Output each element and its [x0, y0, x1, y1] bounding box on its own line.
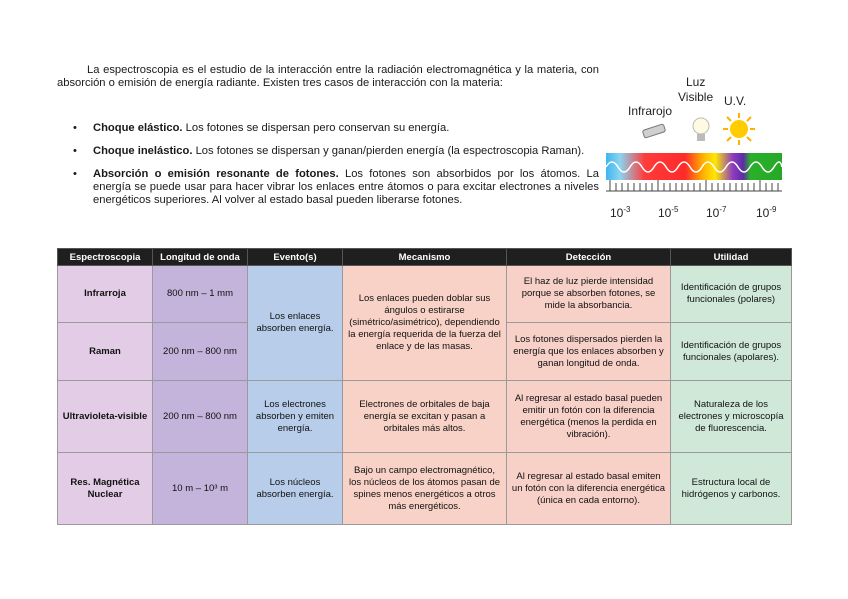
cell-utility: Estructura local de hidrógenos y carbonos. [671, 453, 792, 525]
list-item [57, 122, 599, 135]
exponent-label: $10^{-9}$ [756, 205, 777, 220]
exponent-label: $10^{-3}$ [610, 205, 631, 220]
column-header: Longitud de onda [153, 249, 248, 266]
column-header: Utilidad [671, 249, 792, 266]
infrared-label: Infrarojo [628, 104, 673, 118]
cell-mechanism: Bajo un campo electromagnético, los núcleos de los átomos pasan de spines menos energéticos a otros más energéticos. [343, 453, 507, 525]
sun-icon [722, 112, 756, 146]
bullet-title: Choque inelástico. [93, 145, 193, 157]
cell-utility: Identificación de grupos funcionales (apolares). [671, 323, 792, 381]
spectrum-bar [606, 153, 782, 180]
bullet-text: Los fotones se dispersan pero conservan su energía. [182, 122, 450, 134]
cell-wavelength: 200 nm – 800 nm [153, 323, 248, 381]
cell-event: Los electrones absorben y emiten energía. [248, 381, 343, 453]
wave-line [606, 153, 782, 180]
cell-event: Los núcleos absorben energía. [248, 453, 343, 525]
exponent-label: $10^{-5}$ [658, 205, 679, 220]
bullet-icon: • [73, 168, 77, 180]
cell-mechanism: Los enlaces pueden doblar sus ángulos o estirarse (simétrico/asimétrico), dependiendo la energía requerida de la fuerza del enlace y de las masas. [343, 266, 507, 381]
column-header: Espectroscopia [58, 249, 153, 266]
list-item [57, 145, 599, 158]
cell-detection: El haz de luz pierde intensidad porque se absorben fotones, se mide la absorbancia. [507, 266, 671, 323]
table-row [58, 381, 792, 453]
table-row [58, 266, 792, 323]
visible-label: Visible [678, 90, 714, 104]
cell-utility: Naturaleza de los electrones y microscopía de fluorescencia. [671, 381, 792, 453]
bullet-text: Los fotones se dispersan y ganan/pierden energía (la espectroscopia Raman). [192, 145, 585, 157]
exponent-label: $10^{-7}$ [706, 205, 727, 220]
list-item [57, 168, 599, 207]
cell-spectroscopy: Ultravioleta-visible [58, 381, 153, 453]
column-header: Evento(s) [248, 249, 343, 266]
light-label: Luz [686, 75, 706, 89]
cell-wavelength: 800 nm – 1 mm [153, 266, 248, 323]
uv-label: U.V. [724, 94, 747, 108]
intro-paragraph: La espectroscopia es el estudio de la interacción entre la radiación electromagnética y la materia, con absorción o emisión de energía radiante. Existen tres casos de interacción con la materia: [57, 64, 599, 89]
cell-detection: Al regresar al estado basal pueden emitir un fotón con la diferencia energética (menos la perdida en vibración). [507, 381, 671, 453]
bullet-icon: • [73, 122, 77, 134]
interaction-list [57, 122, 599, 217]
column-header: Detección [507, 249, 671, 266]
cell-detection: Al regresar al estado basal emiten un fotón con la diferencia energética (única en cada entorno). [507, 453, 671, 525]
spectrum-ruler [606, 180, 782, 192]
bullet-text: Los fotones son absorbidos por los átomos. La energía se puede usar para hacer vibrar los enlaces entre átomos o para excitar electrones a niveles energéticos superiores. Al volver al estado basal pueden liberarse fotones. [93, 168, 599, 206]
table-header-row [58, 249, 792, 266]
spectroscopy-table [57, 248, 792, 525]
cell-spectroscopy: Res. Magnética Nuclear [58, 453, 153, 525]
bullet-icon: • [73, 145, 77, 157]
cell-spectroscopy: Infrarroja [58, 266, 153, 323]
bullet-title: Absorción o emisión resonante de fotones. [93, 168, 339, 180]
table-row [58, 453, 792, 525]
spectrum-figure [606, 72, 788, 232]
cell-wavelength: 10 m – 10³ m [153, 453, 248, 525]
cell-event: Los enlaces absorben energía. [248, 266, 343, 381]
cell-spectroscopy: Raman [58, 323, 153, 381]
bullet-title: Choque elástico. [93, 122, 183, 134]
cell-wavelength: 200 nm – 800 nm [153, 381, 248, 453]
column-header: Mecanismo [343, 249, 507, 266]
cell-mechanism: Electrones de orbitales de baja energía se excitan y pasan a orbitales más altos. [343, 381, 507, 453]
light-bulb-icon [690, 116, 712, 146]
cell-detection: Los fotones dispersados pierden la energía que los enlaces absorben y ganan longitud de onda. [507, 323, 671, 381]
remote-control-icon [641, 122, 669, 140]
cell-utility: Identificación de grupos funcionales (polares) [671, 266, 792, 323]
